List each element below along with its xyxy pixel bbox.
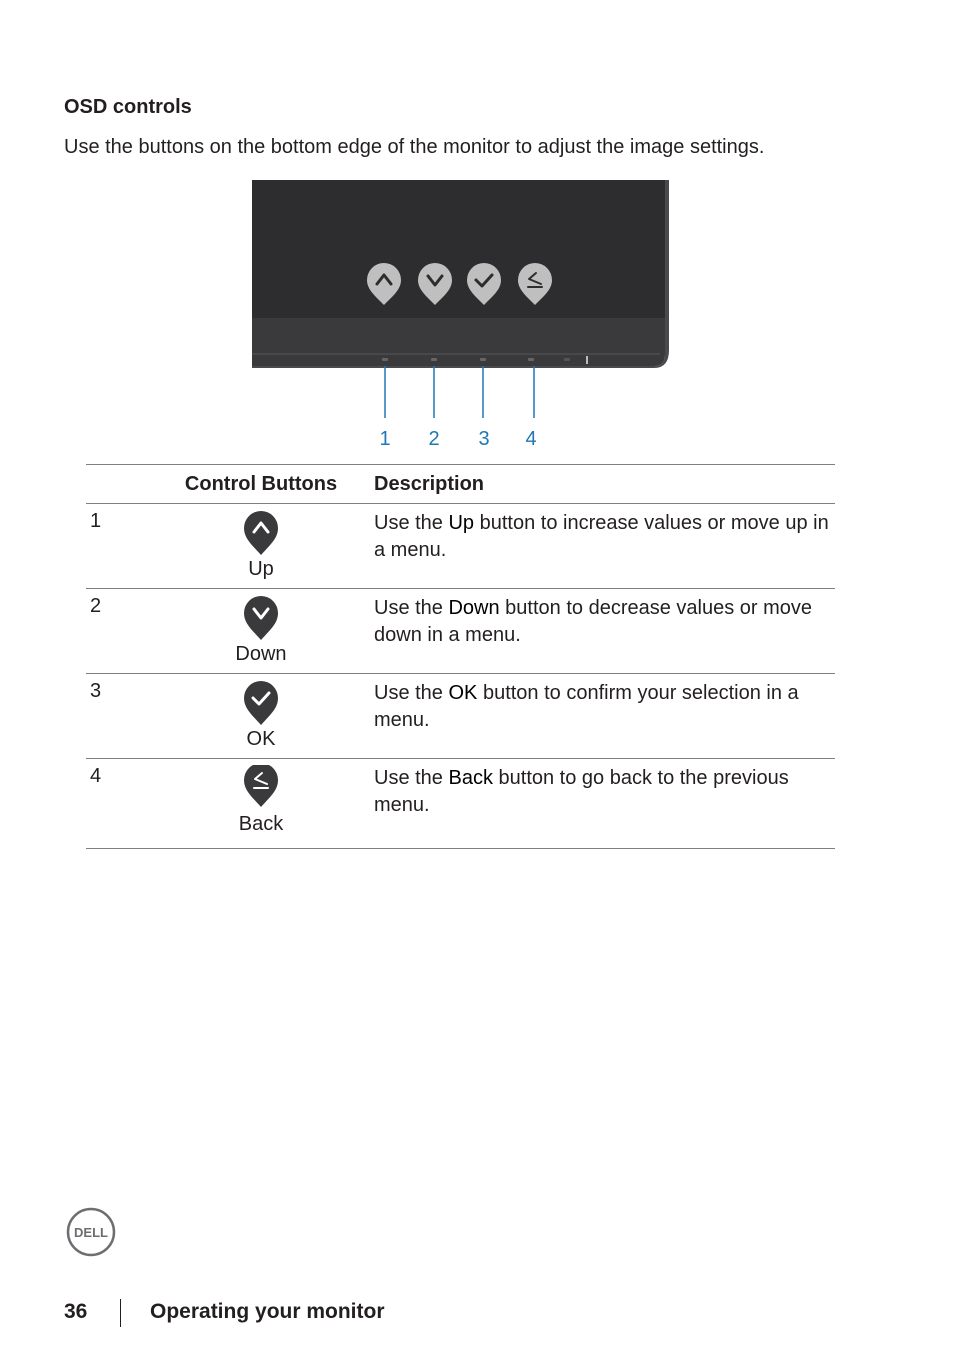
osd-controls-table: [86, 464, 835, 849]
row-description: Use the Up button to increase values or move up in a menu.: [374, 504, 835, 589]
checkmark-icon: [243, 680, 279, 726]
row-number: 1: [86, 504, 148, 589]
monitor-figure: [240, 170, 690, 460]
table-row: [86, 759, 835, 849]
down-arrow-icon: [243, 595, 279, 641]
svg-text:DELL: DELL: [74, 1225, 108, 1240]
control-button-cell: [148, 674, 374, 759]
button-label: Back: [238, 813, 284, 835]
monitor-screen: [252, 180, 669, 318]
monitor-bottom-edge-illustration: [240, 170, 690, 460]
dell-logo-icon: [66, 1207, 116, 1257]
header-control-buttons: Control Buttons: [148, 465, 374, 504]
row-number: 3: [86, 674, 148, 759]
row-description: Use the Down button to decrease values or move down in a menu.: [374, 589, 835, 674]
callout-1: 1: [379, 428, 391, 450]
control-button-cell: [148, 589, 374, 674]
control-button-cell: [148, 504, 374, 589]
table-row: [86, 589, 835, 674]
table-row: [86, 674, 835, 759]
button-label: OK: [246, 728, 276, 750]
row-description: Use the OK button to confirm your selection in a menu.: [374, 674, 835, 759]
dell-logo: [66, 1207, 116, 1262]
row-number: 2: [86, 589, 148, 674]
intro-text: Use the buttons on the bottom edge of the monitor to adjust the image settings.: [64, 136, 765, 158]
monitor-bezel: [252, 318, 665, 366]
back-icon: [243, 765, 279, 811]
row-description: Use the Back button to go back to the previous menu.: [374, 759, 835, 849]
section-title: OSD controls: [64, 96, 192, 118]
row-number: 4: [86, 759, 148, 849]
control-button-cell: [148, 759, 374, 849]
button-label: Down: [235, 643, 287, 665]
table-row: [86, 504, 835, 589]
up-arrow-icon: [243, 510, 279, 556]
table-header-row: [86, 465, 835, 504]
chapter-title: Operating your monitor: [150, 1300, 385, 1323]
button-label: Up: [248, 558, 274, 580]
header-description: Description: [374, 465, 835, 504]
callout-4: 4: [525, 428, 537, 450]
callout-3: 3: [478, 428, 490, 450]
page-number: 36: [64, 1300, 88, 1323]
callout-2: 2: [428, 428, 440, 450]
footer-separator: [120, 1299, 121, 1327]
